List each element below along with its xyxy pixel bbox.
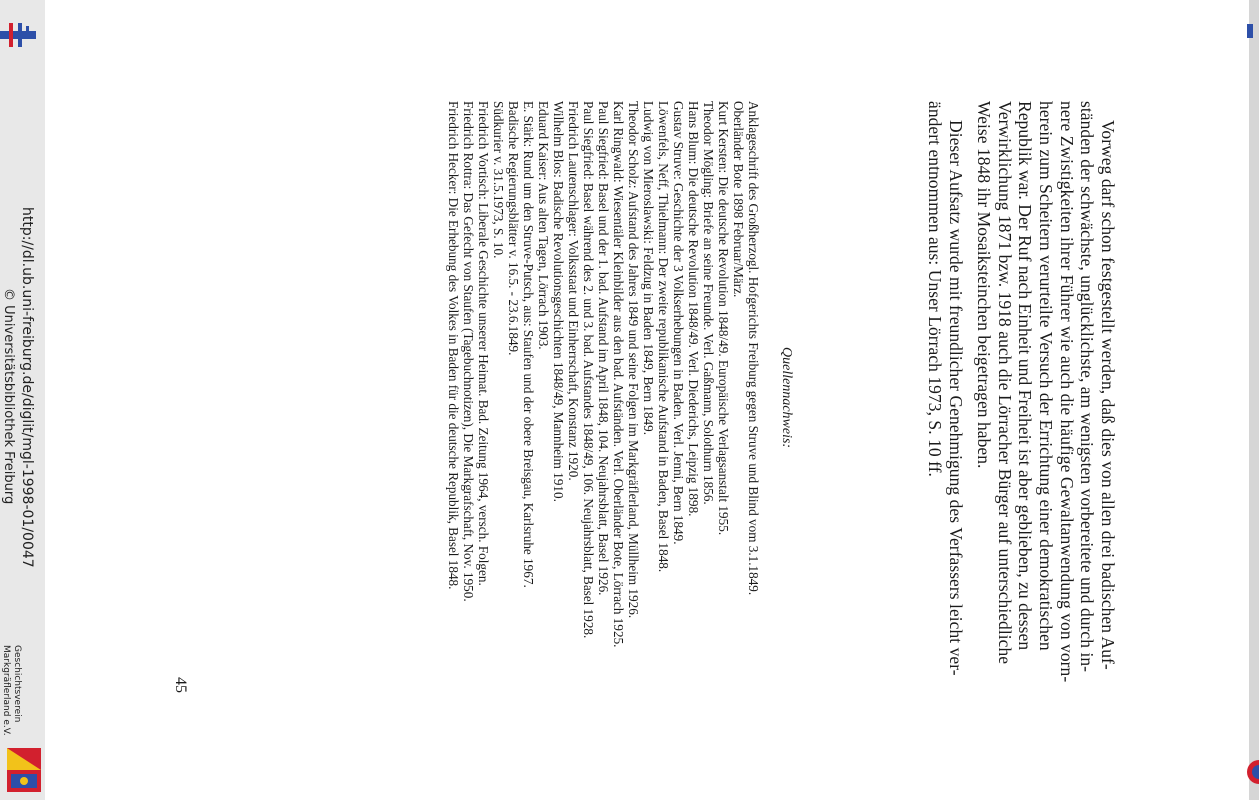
body-line: Vorweg darf schon festgestellt werden, daß dies von allen drei badischen Auf-	[1098, 120, 1118, 670]
source-line: Wilhelm Blos: Badische Revolutionsgeschichten 1848/49, Mannheim 1910.	[551, 101, 566, 502]
body-line: Republik war. Der Ruf nach Einheit und Freiheit ist aber geblieben, zu dessen	[1015, 101, 1036, 651]
body-line: ständen der schwächste, unglücklichste, am wenigsten vorbereitete und durch in-	[1077, 101, 1098, 673]
source-line: Löwenfels, Neff, Thielmann: Der zweite republikanische Aufstand in Baden, Basel 1848.	[656, 101, 671, 573]
sources-heading: Quellennachweis:	[779, 347, 794, 449]
org-line-2: Markgräflerland e.V.	[1, 645, 11, 736]
org-line-1: Geschichtsverein	[12, 645, 22, 723]
source-line: Eduard Kaiser: Aus alten Tagen, Lörrach 1903.	[536, 101, 551, 350]
body-line: nere Zwistigkeiten ihrer Führer wie auch die häufige Gewaltanwendung von vorn-	[1056, 101, 1077, 683]
source-line: Friedrich Lautenschlager: Volksstaat und Einherrschaft, Konstanz 1920.	[566, 101, 581, 481]
source-line: Theodor Mögling: Briefe an seine Freunde. Verl. Gaßmann, Solothurn 1856.	[701, 101, 716, 505]
source-line: Theodor Scholz: Aufstand des Jahres 1849 und seine Folgen im Markgräflerland, Müllheim 1926.	[626, 101, 641, 619]
source-line: Anklageschrift des Großherzogl. Hofgerichts Freiburg gegen Struve und Blind vom 3.1.1849.	[746, 101, 761, 596]
source-line: Paul Siegfried: Basel und der 1. bad. Aufstand im April 1848, 104. Neujahrsblatt, Basel 1926.	[596, 101, 611, 596]
source-line: Friedrich Rottra: Das Gefecht von Staufen (Tagebuchnotizen), Die Markgrafschaft, Nov. 1950.	[461, 101, 476, 602]
university-logo-icon	[0, 20, 36, 50]
body-line: ändert entnommen aus: Unser Lörrach 1973, S. 10 ff.	[925, 101, 946, 477]
source-line: E. Stärk: Rund um den Struve-Putsch, aus: Staufen und der obere Breisgau, Karlsruhe 1967.	[521, 101, 536, 588]
source-line: Oberländer Bote 1898 Februar/März.	[731, 101, 746, 298]
source-line: Südkurier v. 31.5.1973, S. 10.	[491, 101, 506, 259]
source-line: Badische Regierungsblätter v. 16.5. - 23.6.1849.	[506, 101, 521, 356]
source-line: Karl Ringwald: Wiesentäler Kleinbilder aus den bad. Aufständen. Verl. Oberländer Bote, Lörrach 1925.	[611, 101, 626, 648]
right-margin-strip	[1249, 0, 1259, 800]
body-line: Verwirklichung 1871 bzw. 1918 auch die Lörracher Bürger auf unterschiedliche	[994, 101, 1015, 665]
source-line: Hans Blum: Die deutsche Revolution 1848/49. Verl. Diederichs, Leipzig 1898.	[686, 101, 701, 517]
body-line: herein zum Scheitern verurteilte Versuch der Errichtung einer demokratischen	[1035, 101, 1056, 651]
source-line: Gustav Struve: Geschichte der 3 Volkserhebungen in Baden. Verl. Jenni, Bern 1849.	[671, 101, 686, 545]
source-line: Paul Siegfried: Basel während des 2. und 3. bad. Aufstandes 1848/49, 106. Neujahrsblatt, Basel 1928.	[581, 101, 596, 639]
body-line: Weise 1848 ihr Mosaiksteinchen beigetragen haben.	[973, 101, 994, 469]
permalink-url[interactable]: http://dl.ub.uni-freiburg.de/diglit/mgl-1998-01/0047	[19, 207, 35, 568]
page-number: 45	[172, 677, 189, 693]
crest-icon	[7, 748, 41, 792]
browser-icon[interactable]	[1246, 756, 1259, 788]
copyright-label: © Universitätsbibliothek Freiburg	[1, 288, 16, 505]
source-line: Friedrich Hecker: Die Erhebung des Volkes in Baden für die deutsche Republik, Basel 1848.	[446, 101, 461, 590]
body-line: Dieser Aufsatz wurde mit freundlicher Genehmigung des Verfassers leicht ver-	[946, 120, 966, 676]
source-line: Friedrich Vortisch: Liberale Geschichte unserer Heimat. Bad. Zeitung 1964, versch. Folgen.	[476, 101, 491, 586]
source-line: Ludwig von Mieroslawski: Feldzug in Baden 1849, Bern 1849.	[641, 101, 656, 436]
source-line: Kurt Kersten: Die deutsche Revolution 1848/49. Europäische Verlagsanstalt 1955.	[716, 101, 731, 536]
right-edge-marker	[1247, 24, 1253, 38]
page-sheet	[45, 0, 1249, 800]
